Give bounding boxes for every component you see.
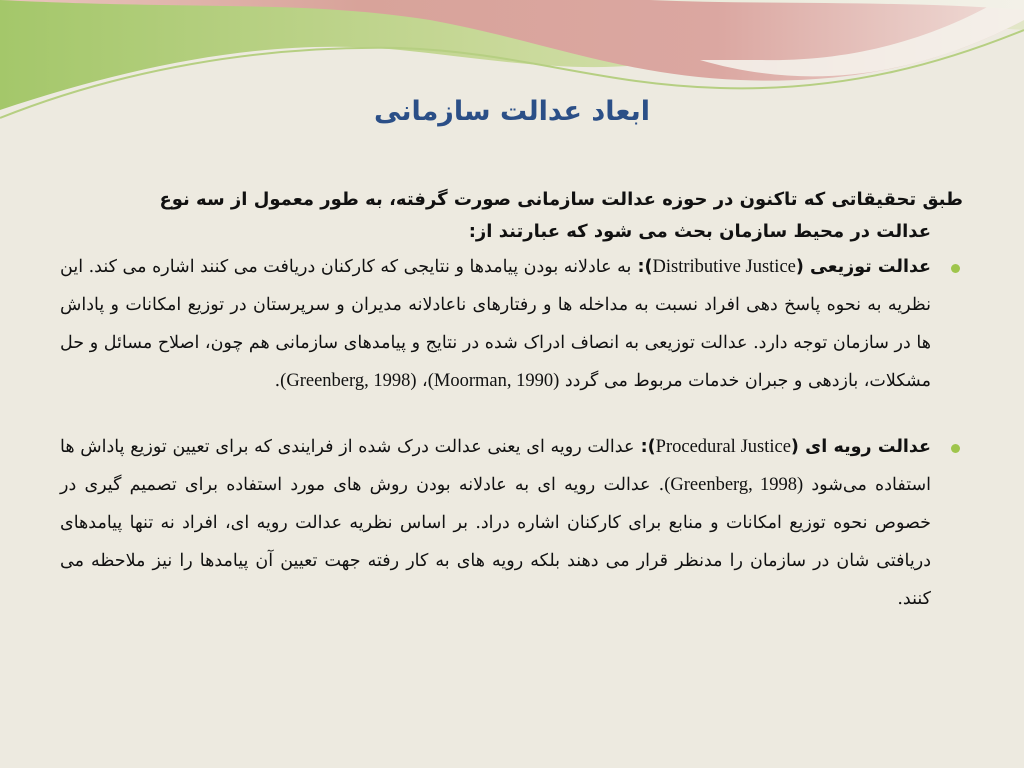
paren-open: ( xyxy=(795,257,810,277)
bullet-dot-icon xyxy=(951,264,960,273)
procedural-justice-body-2: . عدالت رویه ای به عادلانه بودن روش های مورد استفاده برای تصمیم گیری در خصوص نحوه توزیع امکانات و منابع برای کارکنان اشاره دراد. بر اساس نظریه عدالت رویه ای، افراد نه تنها پیامدهای دریافتی شان در سازمان را مدنظر قرار می دهند بلکه رویه های به کار رفته جهت تعیین آن پیامدها را نیز ملاحظه می کنند. xyxy=(60,475,931,609)
english-term: Distributive Justice xyxy=(652,257,796,277)
paren-open: ( xyxy=(790,437,806,457)
citation-greenberg: (Greenberg, 1998) xyxy=(280,371,417,391)
bullet-dot-icon xyxy=(951,444,960,453)
paren-close: ): xyxy=(634,437,656,457)
citation-separator: ، xyxy=(416,371,428,391)
paren-close: ): xyxy=(631,257,653,277)
intro-paragraph xyxy=(60,184,963,248)
term-procedural-justice: عدالت رویه ای xyxy=(805,437,931,457)
distributive-justice-body: به عادلانه بودن پیامدها و نتایجی که کارکنان دریافت می کنند اشاره می کند. این نظریه به نحوه پاسخ دهی افراد نسبت به مداخله ها و رفتارهای ناعادلانه مدیران و سرپرستان در توزیع امکانات و پاداش ها در سازمان توجه دارد. عدالت توزیعی به انصاف ادراک شده در نتایج و پیامدهای سازمانی هم چون، اصلاح مسائل و حل مشکلات، بازدهی و جبران خدمات مربوط می گردد xyxy=(60,257,931,391)
citation-greenberg: (Greenberg, 1998) xyxy=(664,475,804,495)
bullet-procedural-justice xyxy=(60,428,963,618)
procedural-justice-body-1: عدالت رویه ای یعنی عدالت درک شده از فرایندی که برای تعیین توزیع پاداش ها استفاده می‌شود xyxy=(60,437,931,495)
citation-moorman: (Moorman, 1990) xyxy=(427,371,560,391)
bullet-distributive-justice xyxy=(60,248,963,400)
slide-content xyxy=(60,184,963,618)
intro-line-1: طبق تحقیقاتی که تاکنون در حوزه عدالت سازمانی صورت گرفته، به طور معمول از سه نوع xyxy=(159,189,963,210)
term-distributive-justice: عدالت توزیعی xyxy=(809,257,932,277)
sentence-end: . xyxy=(274,371,281,391)
slide-title: ابعاد عدالت سازمانی xyxy=(374,96,650,127)
intro-line-2: عدالت در محیط سازمان بحث می شود که عبارتند از: xyxy=(468,221,931,242)
english-term: Procedural Justice xyxy=(655,437,791,457)
